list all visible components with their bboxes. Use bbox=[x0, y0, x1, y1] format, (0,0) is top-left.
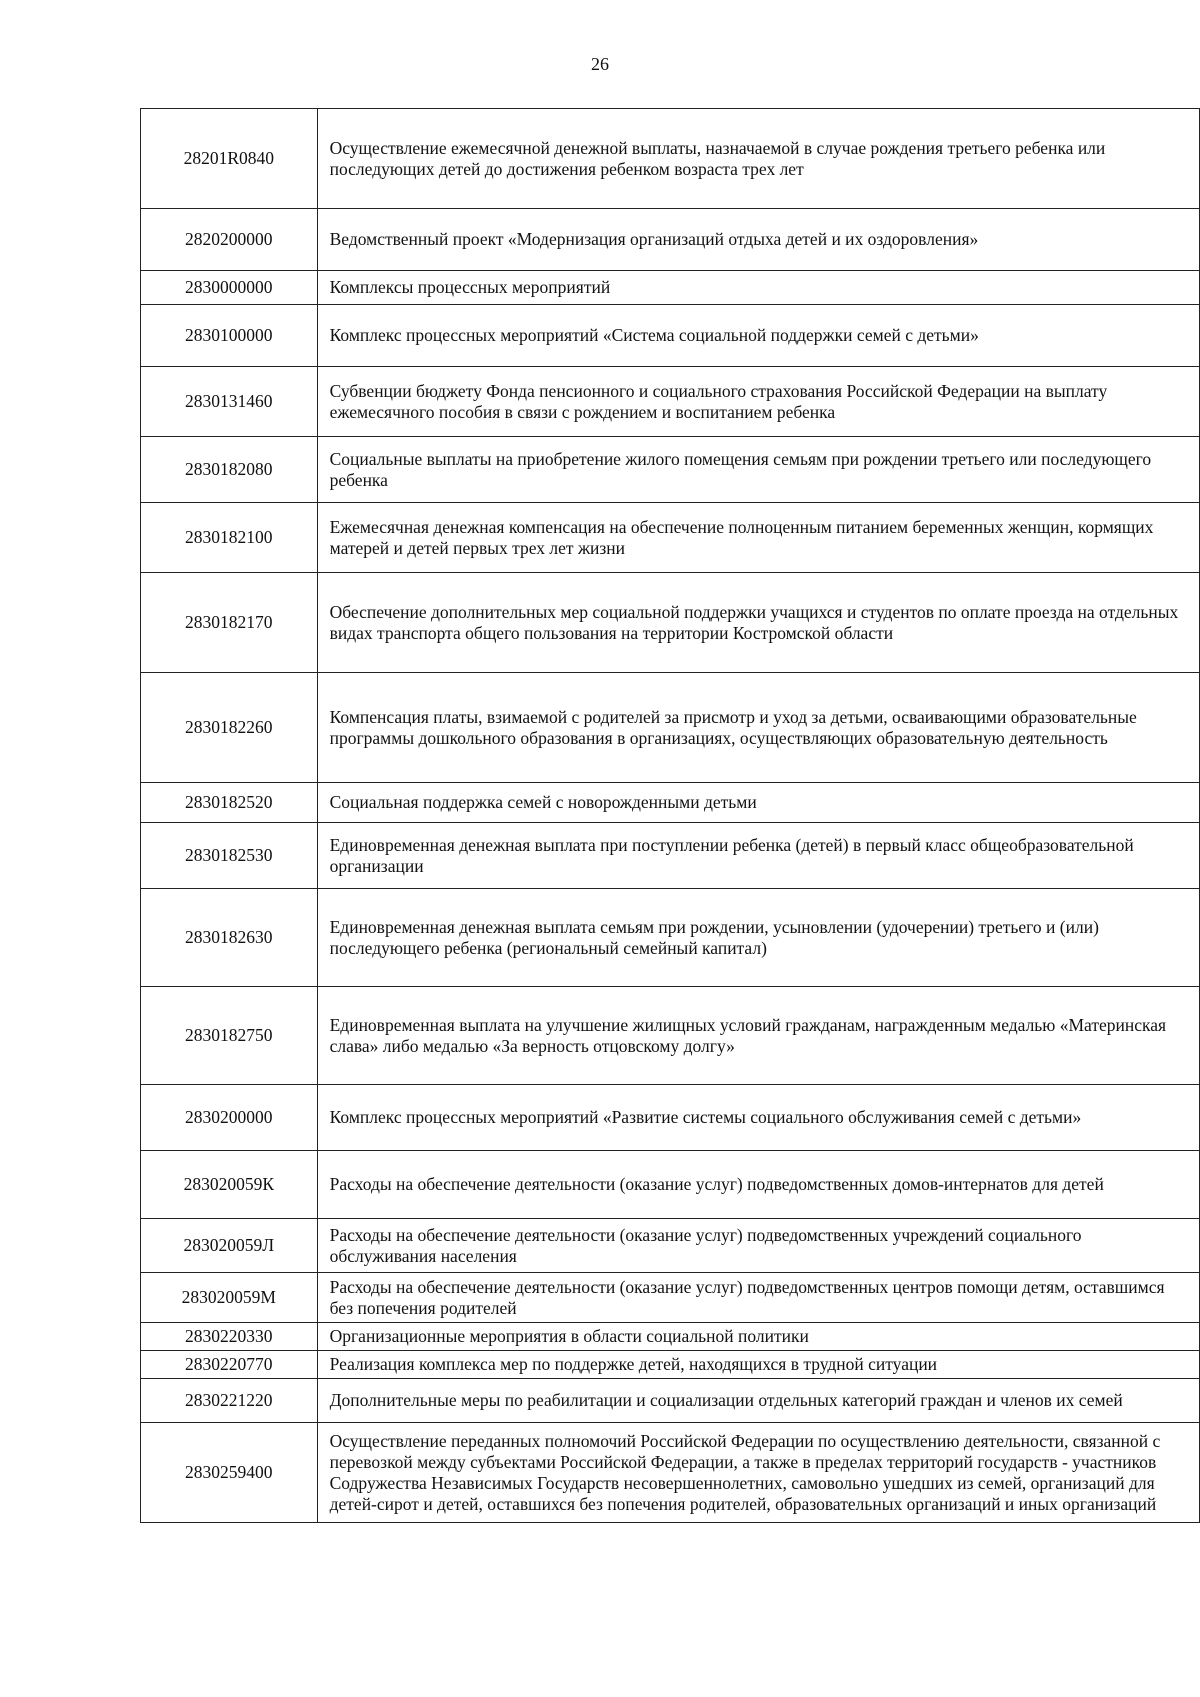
row-description: Единовременная денежная выплата при поступлении ребенка (детей) в первый класс общеобразовательной организации bbox=[317, 823, 1199, 889]
table-row bbox=[141, 1085, 1200, 1151]
row-code: 2830259400 bbox=[141, 1423, 318, 1523]
table-row bbox=[141, 305, 1200, 367]
table-row bbox=[141, 1151, 1200, 1219]
table-row bbox=[141, 823, 1200, 889]
row-code: 2830182260 bbox=[141, 673, 318, 783]
row-description: Комплекс процессных мероприятий «Система социальной поддержки семей с детьми» bbox=[317, 305, 1199, 367]
table-row bbox=[141, 109, 1200, 209]
table-row bbox=[141, 1351, 1200, 1379]
row-description: Ведомственный проект «Модернизация организаций отдыха детей и их оздоровления» bbox=[317, 209, 1199, 271]
row-code: 2830220770 bbox=[141, 1351, 318, 1379]
table-row bbox=[141, 987, 1200, 1085]
row-description: Расходы на обеспечение деятельности (оказание услуг) подведомственных домов-интернатов для детей bbox=[317, 1151, 1199, 1219]
row-description: Организационные мероприятия в области социальной политики bbox=[317, 1323, 1199, 1351]
table-row bbox=[141, 889, 1200, 987]
row-code: 2830182170 bbox=[141, 573, 318, 673]
page-number: 26 bbox=[591, 54, 609, 74]
row-code: 2820200000 bbox=[141, 209, 318, 271]
row-description: Реализация комплекса мер по поддержке детей, находящихся в трудной ситуации bbox=[317, 1351, 1199, 1379]
table-row bbox=[141, 503, 1200, 573]
table-row bbox=[141, 573, 1200, 673]
row-code: 283020059Л bbox=[141, 1219, 318, 1273]
table-row bbox=[141, 673, 1200, 783]
row-code: 283020059М bbox=[141, 1273, 318, 1323]
row-description: Единовременная выплата на улучшение жилищных условий гражданам, награжденным медалью «Материнская слава» либо медалью «За верность отцовскому долгу» bbox=[317, 987, 1199, 1085]
table-row bbox=[141, 1219, 1200, 1273]
row-code: 2830182080 bbox=[141, 437, 318, 503]
row-description: Социальные выплаты на приобретение жилого помещения семьям при рождении третьего или последующего ребенка bbox=[317, 437, 1199, 503]
row-description: Ежемесячная денежная компенсация на обеспечение полноценным питанием беременных женщин, кормящих матерей и детей первых трех лет жизни bbox=[317, 503, 1199, 573]
row-code: 2830220330 bbox=[141, 1323, 318, 1351]
table-row bbox=[141, 437, 1200, 503]
table-row bbox=[141, 783, 1200, 823]
table-row bbox=[141, 271, 1200, 305]
table-row bbox=[141, 1379, 1200, 1423]
row-description: Осуществление ежемесячной денежной выплаты, назначаемой в случае рождения третьего ребенка или последующих детей до достижения ребенком возраста трех лет bbox=[317, 109, 1199, 209]
table-row bbox=[141, 1323, 1200, 1351]
row-description: Осуществление переданных полномочий Российской Федерации по осуществлению деятельности, связанной с перевозкой между субъектами Российской Федерации, а также в пределах территорий государств - участников Содружества Независимых Государств несовершеннолетних, самовольно ушедших из семей, организаций для детей-сирот и детей, оставшихся без попечения родителей, образовательных организаций и иных организаций bbox=[317, 1423, 1199, 1523]
row-description: Комплексы процессных мероприятий bbox=[317, 271, 1199, 305]
row-code: 2830221220 bbox=[141, 1379, 318, 1423]
row-code: 2830182530 bbox=[141, 823, 318, 889]
table-row bbox=[141, 1273, 1200, 1323]
row-description: Обеспечение дополнительных мер социальной поддержки учащихся и студентов по оплате проезда на отдельных видах транспорта общего пользования на территории Костромской области bbox=[317, 573, 1199, 673]
row-code: 2830182520 bbox=[141, 783, 318, 823]
row-description: Комплекс процессных мероприятий «Развитие системы социального обслуживания семей с детьми» bbox=[317, 1085, 1199, 1151]
row-description: Компенсация платы, взимаемой с родителей за присмотр и уход за детьми, осваивающими образовательные программы дошкольного образования в организациях, осуществляющих образовательную деятельность bbox=[317, 673, 1199, 783]
row-code: 283020059К bbox=[141, 1151, 318, 1219]
row-description: Расходы на обеспечение деятельности (оказание услуг) подведомственных центров помощи детям, оставшимся без попечения родителей bbox=[317, 1273, 1199, 1323]
row-description: Единовременная денежная выплата семьям при рождении, усыновлении (удочерении) третьего и (или) последующего ребенка (региональный семейный капитал) bbox=[317, 889, 1199, 987]
row-code: 2830100000 bbox=[141, 305, 318, 367]
budget-code-table bbox=[140, 108, 1200, 1523]
row-code: 2830182630 bbox=[141, 889, 318, 987]
table-row bbox=[141, 1423, 1200, 1523]
row-code: 28201R0840 bbox=[141, 109, 318, 209]
row-code: 2830200000 bbox=[141, 1085, 318, 1151]
row-code: 2830131460 bbox=[141, 367, 318, 437]
table-row bbox=[141, 209, 1200, 271]
table-row bbox=[141, 367, 1200, 437]
row-code: 2830182750 bbox=[141, 987, 318, 1085]
row-description: Расходы на обеспечение деятельности (оказание услуг) подведомственных учреждений социального обслуживания населения bbox=[317, 1219, 1199, 1273]
row-code: 2830000000 bbox=[141, 271, 318, 305]
row-description: Социальная поддержка семей с новорожденными детьми bbox=[317, 783, 1199, 823]
row-code: 2830182100 bbox=[141, 503, 318, 573]
row-description: Дополнительные меры по реабилитации и социализации отдельных категорий граждан и членов их семей bbox=[317, 1379, 1199, 1423]
row-description: Субвенции бюджету Фонда пенсионного и социального страхования Российской Федерации на выплату ежемесячного пособия в связи с рождением и воспитанием ребенка bbox=[317, 367, 1199, 437]
table-body bbox=[141, 109, 1200, 1523]
